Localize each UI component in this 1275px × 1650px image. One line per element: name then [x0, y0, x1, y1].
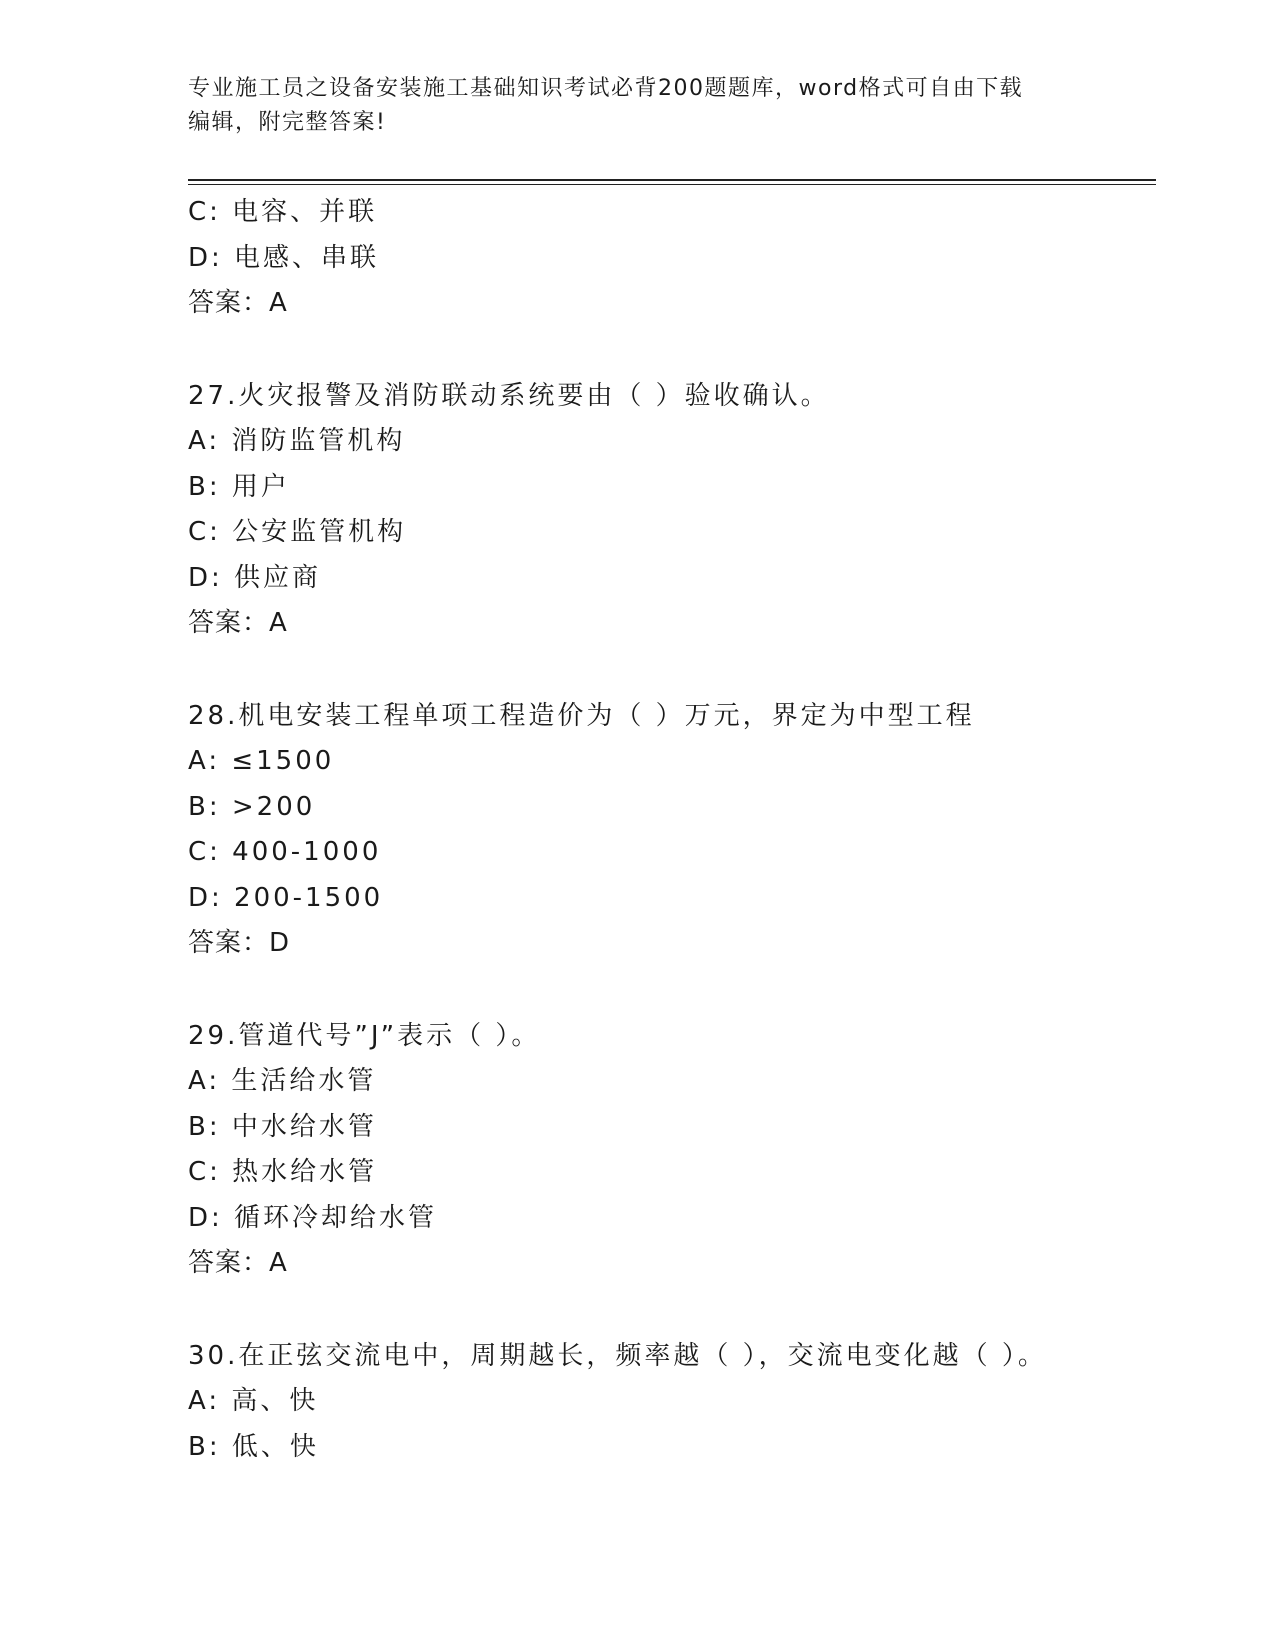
question-text: 27.火灾报警及消防联动系统要由（ ）验收确认。: [188, 380, 830, 411]
question-block-28: [188, 694, 1148, 967]
option-c: C: 公安监管机构: [188, 517, 407, 547]
question-text: 30.在正弦交流电中，周期越长，频率越（ ），交流电变化越（ ）。: [188, 1340, 1047, 1371]
question-block-29: [188, 1014, 1148, 1287]
header-title-line-2: 编辑，附完整答案!: [188, 110, 387, 135]
block-spacer: [188, 1287, 1148, 1334]
option-d: D: 循环冷却给水管: [188, 1202, 438, 1233]
option-b: B: 低、快: [188, 1431, 319, 1462]
option-c: C: 电容、并联: [188, 197, 378, 227]
header-divider-thin: [188, 184, 1156, 185]
question-block-30: [188, 1334, 1148, 1471]
option-a: A: 高、快: [188, 1386, 319, 1416]
option-a: A: 消防监管机构: [188, 426, 406, 456]
option-a: A: ≤1500: [188, 746, 335, 776]
header-divider-thick: [188, 179, 1156, 181]
option-b: B: 中水给水管: [188, 1111, 377, 1142]
question-block-26-continued: [188, 190, 1148, 327]
question-text: 29.管道代号”J”表示（ ）。: [188, 1020, 541, 1051]
question-list: [188, 190, 1148, 1470]
answer-line: 答案：D: [188, 928, 291, 958]
option-c: C: 热水给水管: [188, 1157, 378, 1187]
document-header: [188, 72, 1068, 140]
block-spacer: [188, 647, 1148, 694]
block-spacer: [188, 327, 1148, 374]
option-d: D: 电感、串联: [188, 242, 380, 273]
option-d: D: 供应商: [188, 562, 322, 593]
answer-line: 答案：A: [188, 1248, 288, 1278]
question-text: 28.机电安装工程单项工程造价为（ ）万元，界定为中型工程: [188, 700, 975, 731]
answer-line: 答案：A: [188, 288, 288, 318]
option-b: B: >200: [188, 791, 316, 822]
answer-line: 答案：A: [188, 608, 288, 638]
option-a: A: 生活给水管: [188, 1066, 377, 1096]
option-c: C: 400-1000: [188, 837, 382, 867]
option-d: D: 200-1500: [188, 882, 384, 913]
question-block-27: [188, 374, 1148, 647]
header-title-line-1: 专业施工员之设备安装施工基础知识考试必背200题题库，word格式可自由下载: [188, 76, 1024, 101]
option-b: B: 用户: [188, 471, 290, 502]
block-spacer: [188, 967, 1148, 1014]
